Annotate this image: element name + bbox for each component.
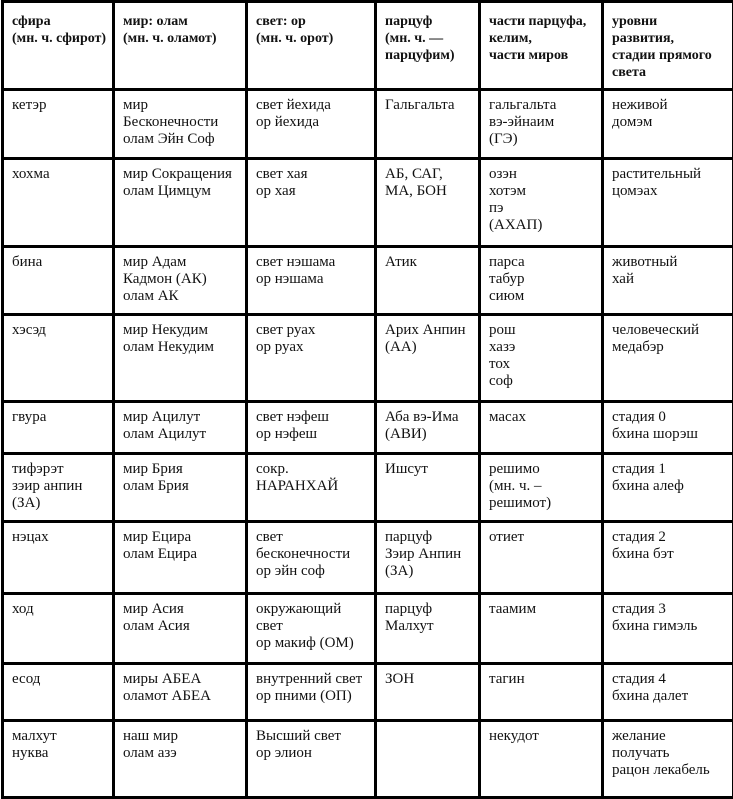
cell-text-line: АБ, САГ, bbox=[385, 166, 473, 183]
header-text-line: келим, bbox=[489, 30, 596, 47]
cell-text-line: мир Ацилут bbox=[123, 409, 240, 426]
cell-sefira bbox=[3, 454, 114, 522]
cell-text-line: мир Сокращения bbox=[123, 166, 240, 183]
cell-text-line: тагин bbox=[489, 671, 596, 688]
cell-text-line: олам Брия bbox=[123, 478, 240, 495]
cell-text-line: олам АК bbox=[123, 288, 240, 305]
table-row bbox=[3, 247, 733, 315]
cell-text-line: малхут bbox=[12, 728, 107, 745]
cell-text-line: миры АБЕА bbox=[123, 671, 240, 688]
cell-text-line: домэм bbox=[612, 114, 727, 131]
cell-text-line: ор хая bbox=[256, 183, 369, 200]
cell-text-line: (АВИ) bbox=[385, 426, 473, 443]
cell-text-line: стадия 4 bbox=[612, 671, 727, 688]
cell-partzuf bbox=[376, 90, 480, 159]
cell-level bbox=[603, 315, 733, 402]
cell-partzuf bbox=[376, 522, 480, 594]
cell-text-line: (АХАП) bbox=[489, 217, 596, 234]
cell-level bbox=[603, 90, 733, 159]
cell-text-line: хохма bbox=[12, 166, 107, 183]
cell-text-line: озэн bbox=[489, 166, 596, 183]
cell-sefira bbox=[3, 247, 114, 315]
cell-partzuf bbox=[376, 454, 480, 522]
header-text-line: света bbox=[612, 64, 727, 81]
cell-world bbox=[114, 664, 247, 721]
cell-text-line: олам азэ bbox=[123, 745, 240, 762]
sefirot-table bbox=[1, 0, 733, 799]
cell-text-line: мир Ецира bbox=[123, 529, 240, 546]
cell-world bbox=[114, 90, 247, 159]
table-row bbox=[3, 721, 733, 798]
cell-light bbox=[247, 664, 376, 721]
cell-text-line: хэсэд bbox=[12, 322, 107, 339]
cell-parts bbox=[480, 90, 603, 159]
cell-parts bbox=[480, 315, 603, 402]
header-text-line: парцуф bbox=[385, 13, 473, 30]
column-header-partzuf bbox=[376, 2, 480, 90]
cell-parts bbox=[480, 454, 603, 522]
cell-text-line: мир Адам bbox=[123, 254, 240, 271]
cell-text-line: есод bbox=[12, 671, 107, 688]
cell-text-line: олам Некудим bbox=[123, 339, 240, 356]
cell-text-line: Малхут bbox=[385, 618, 473, 635]
cell-sefira bbox=[3, 522, 114, 594]
cell-text-line: соф bbox=[489, 373, 596, 390]
cell-text-line: мир Асия bbox=[123, 601, 240, 618]
cell-text-line: бхина шорэш bbox=[612, 426, 727, 443]
cell-text-line: стадия 1 bbox=[612, 461, 727, 478]
cell-text-line: ЗОН bbox=[385, 671, 473, 688]
header-text-line: части миров bbox=[489, 47, 596, 64]
cell-text-line: пэ bbox=[489, 200, 596, 217]
cell-partzuf bbox=[376, 159, 480, 247]
column-header-world bbox=[114, 2, 247, 90]
cell-sefira bbox=[3, 315, 114, 402]
cell-level bbox=[603, 247, 733, 315]
cell-text-line: кетэр bbox=[12, 97, 107, 114]
cell-text-line: масах bbox=[489, 409, 596, 426]
cell-text-line: внутренний свет bbox=[256, 671, 369, 688]
cell-text-line: зэир анпин bbox=[12, 478, 107, 495]
cell-text-line: хазэ bbox=[489, 339, 596, 356]
cell-text-line: рацон лекабель bbox=[612, 762, 727, 779]
cell-text-line: Высший свет bbox=[256, 728, 369, 745]
cell-text-line: Атик bbox=[385, 254, 473, 271]
cell-world bbox=[114, 159, 247, 247]
cell-sefira bbox=[3, 402, 114, 454]
cell-text-line: сиюм bbox=[489, 288, 596, 305]
table-row bbox=[3, 522, 733, 594]
cell-text-line: окружающий bbox=[256, 601, 369, 618]
cell-light bbox=[247, 159, 376, 247]
cell-text-line: (АА) bbox=[385, 339, 473, 356]
cell-level bbox=[603, 454, 733, 522]
cell-text-line: Зэир Анпин bbox=[385, 546, 473, 563]
cell-text-line: свет йехида bbox=[256, 97, 369, 114]
header-text-line: уровни bbox=[612, 13, 727, 30]
table-row bbox=[3, 90, 733, 159]
cell-world bbox=[114, 721, 247, 798]
cell-text-line: бхина далет bbox=[612, 688, 727, 705]
cell-light bbox=[247, 247, 376, 315]
cell-parts bbox=[480, 664, 603, 721]
cell-partzuf bbox=[376, 315, 480, 402]
cell-level bbox=[603, 522, 733, 594]
cell-text-line: (ЗА) bbox=[385, 563, 473, 580]
cell-text-line: олам Асия bbox=[123, 618, 240, 635]
cell-text-line: парцуф bbox=[385, 601, 473, 618]
cell-light bbox=[247, 721, 376, 798]
header-text-line: стадии прямого bbox=[612, 47, 727, 64]
cell-text-line: стадия 0 bbox=[612, 409, 727, 426]
cell-text-line: парса bbox=[489, 254, 596, 271]
cell-text-line: олам Ецира bbox=[123, 546, 240, 563]
cell-text-line: Арих Анпин bbox=[385, 322, 473, 339]
cell-text-line: (мн. ч. – bbox=[489, 478, 596, 495]
cell-parts bbox=[480, 402, 603, 454]
cell-light bbox=[247, 90, 376, 159]
header-text-line: свет: ор bbox=[256, 13, 369, 30]
cell-text-line: мир Некудим bbox=[123, 322, 240, 339]
cell-text-line: свет хая bbox=[256, 166, 369, 183]
cell-text-line: ор эйн соф bbox=[256, 563, 369, 580]
header-text-line: развития, bbox=[612, 30, 727, 47]
cell-level bbox=[603, 402, 733, 454]
cell-text-line: растительный bbox=[612, 166, 727, 183]
cell-level bbox=[603, 664, 733, 721]
cell-text-line: Ишсут bbox=[385, 461, 473, 478]
cell-text-line: мир bbox=[123, 97, 240, 114]
cell-text-line: наш мир bbox=[123, 728, 240, 745]
cell-text-line: ор пними (ОП) bbox=[256, 688, 369, 705]
cell-light bbox=[247, 594, 376, 664]
cell-level bbox=[603, 594, 733, 664]
cell-text-line: медабэр bbox=[612, 339, 727, 356]
cell-text-line: человеческий bbox=[612, 322, 727, 339]
cell-text-line: некудот bbox=[489, 728, 596, 745]
cell-text-line: НАРАНХАЙ bbox=[256, 478, 369, 495]
column-header-light bbox=[247, 2, 376, 90]
cell-text-line: решимо bbox=[489, 461, 596, 478]
table-row bbox=[3, 594, 733, 664]
cell-sefira bbox=[3, 721, 114, 798]
cell-text-line: Гальгальта bbox=[385, 97, 473, 114]
cell-text-line: хай bbox=[612, 271, 727, 288]
cell-text-line: свет руах bbox=[256, 322, 369, 339]
cell-text-line: неживой bbox=[612, 97, 727, 114]
cell-parts bbox=[480, 594, 603, 664]
cell-sefira bbox=[3, 90, 114, 159]
cell-text-line: вэ-эйнаим bbox=[489, 114, 596, 131]
cell-text-line: получать bbox=[612, 745, 727, 762]
cell-light bbox=[247, 522, 376, 594]
cell-text-line: парцуф bbox=[385, 529, 473, 546]
header-text-line: парцуфим) bbox=[385, 47, 473, 64]
cell-text-line: стадия 3 bbox=[612, 601, 727, 618]
cell-text-line: свет нэфеш bbox=[256, 409, 369, 426]
header-text-line: сфира bbox=[12, 13, 107, 30]
cell-text-line: ор руах bbox=[256, 339, 369, 356]
cell-text-line: животный bbox=[612, 254, 727, 271]
cell-text-line: стадия 2 bbox=[612, 529, 727, 546]
header-text-line: (мн. ч. сфирот) bbox=[12, 30, 107, 47]
cell-text-line: бесконечности bbox=[256, 546, 369, 563]
cell-text-line: гвура bbox=[12, 409, 107, 426]
cell-text-line: желание bbox=[612, 728, 727, 745]
cell-text-line: Кадмон (АК) bbox=[123, 271, 240, 288]
header-row bbox=[3, 2, 733, 90]
cell-level bbox=[603, 159, 733, 247]
cell-text-line: бхина бэт bbox=[612, 546, 727, 563]
cell-text-line: сокр. bbox=[256, 461, 369, 478]
cell-text-line: ор элион bbox=[256, 745, 369, 762]
cell-partzuf bbox=[376, 664, 480, 721]
cell-light bbox=[247, 454, 376, 522]
cell-text-line: нуква bbox=[12, 745, 107, 762]
header-text-line: мир: олам bbox=[123, 13, 240, 30]
header-text-line: (мн. ч. оламот) bbox=[123, 30, 240, 47]
cell-light bbox=[247, 402, 376, 454]
cell-text-line: бхина гимэль bbox=[612, 618, 727, 635]
table-row bbox=[3, 664, 733, 721]
cell-text-line: рош bbox=[489, 322, 596, 339]
cell-text-line: олам Ацилут bbox=[123, 426, 240, 443]
cell-text-line: Аба вэ-Има bbox=[385, 409, 473, 426]
cell-world bbox=[114, 594, 247, 664]
header-text-line: (мн. ч. — bbox=[385, 30, 473, 47]
cell-partzuf bbox=[376, 594, 480, 664]
cell-text-line: ор макиф (ОМ) bbox=[256, 635, 369, 652]
header-text-line: (мн. ч. орот) bbox=[256, 30, 369, 47]
cell-text-line: (ГЭ) bbox=[489, 131, 596, 148]
cell-text-line: ор нэшама bbox=[256, 271, 369, 288]
cell-text-line: свет bbox=[256, 529, 369, 546]
cell-text-line: олам Цимцум bbox=[123, 183, 240, 200]
cell-text-line: свет bbox=[256, 618, 369, 635]
cell-text-line: решимот) bbox=[489, 495, 596, 512]
table-row bbox=[3, 402, 733, 454]
cell-sefira bbox=[3, 594, 114, 664]
cell-world bbox=[114, 402, 247, 454]
cell-text-line: мир Брия bbox=[123, 461, 240, 478]
cell-text-line: ор нэфеш bbox=[256, 426, 369, 443]
cell-parts bbox=[480, 522, 603, 594]
cell-world bbox=[114, 247, 247, 315]
column-header-sefira bbox=[3, 2, 114, 90]
cell-text-line: тох bbox=[489, 356, 596, 373]
header-text-line: части парцуфа, bbox=[489, 13, 596, 30]
cell-text-line: таамим bbox=[489, 601, 596, 618]
table-row bbox=[3, 315, 733, 402]
cell-text-line: МА, БОН bbox=[385, 183, 473, 200]
cell-sefira bbox=[3, 664, 114, 721]
cell-level bbox=[603, 721, 733, 798]
column-header-level bbox=[603, 2, 733, 90]
cell-text-line: оламот АБЕА bbox=[123, 688, 240, 705]
cell-text-line: олам Эйн Соф bbox=[123, 131, 240, 148]
cell-parts bbox=[480, 247, 603, 315]
cell-text-line: Бесконечности bbox=[123, 114, 240, 131]
cell-partzuf bbox=[376, 721, 480, 798]
table-row bbox=[3, 159, 733, 247]
cell-text-line: табур bbox=[489, 271, 596, 288]
cell-world bbox=[114, 454, 247, 522]
cell-text-line: гальгальта bbox=[489, 97, 596, 114]
cell-partzuf bbox=[376, 402, 480, 454]
cell-world bbox=[114, 315, 247, 402]
cell-light bbox=[247, 315, 376, 402]
cell-text-line: бина bbox=[12, 254, 107, 271]
table-row bbox=[3, 454, 733, 522]
cell-text-line: цомэах bbox=[612, 183, 727, 200]
cell-text-line: ход bbox=[12, 601, 107, 618]
cell-text-line: свет нэшама bbox=[256, 254, 369, 271]
cell-text-line: хотэм bbox=[489, 183, 596, 200]
cell-text-line: нэцах bbox=[12, 529, 107, 546]
cell-parts bbox=[480, 159, 603, 247]
cell-text-line: ор йехида bbox=[256, 114, 369, 131]
cell-partzuf bbox=[376, 247, 480, 315]
cell-text-line: тифэрэт bbox=[12, 461, 107, 478]
cell-text-line: бхина алеф bbox=[612, 478, 727, 495]
cell-sefira bbox=[3, 159, 114, 247]
cell-text-line: (ЗА) bbox=[12, 495, 107, 512]
column-header-parts bbox=[480, 2, 603, 90]
cell-text-line: отиет bbox=[489, 529, 596, 546]
cell-world bbox=[114, 522, 247, 594]
cell-parts bbox=[480, 721, 603, 798]
